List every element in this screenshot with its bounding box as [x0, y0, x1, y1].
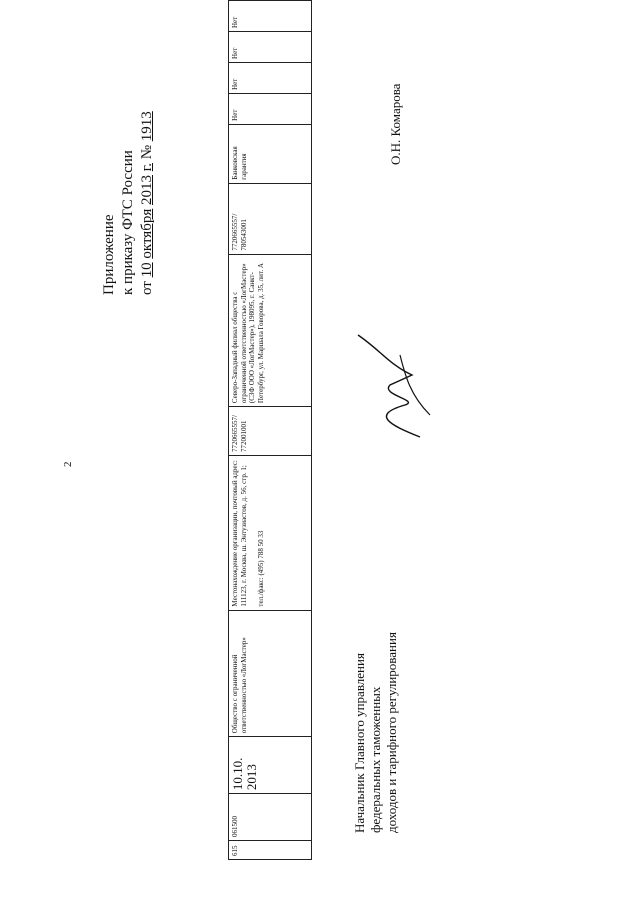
cell-inn: 7720665557/ 772001001 [229, 407, 312, 456]
number-sign: № [139, 144, 155, 160]
date-year-suffix: г. [139, 163, 155, 172]
cell-flag-2: Нет [229, 62, 312, 93]
cell-flag-4: Нет [229, 1, 312, 32]
signer-name: О.Н. Комарова [388, 83, 403, 165]
register-table [228, 0, 312, 860]
appendix-order-date [138, 111, 157, 295]
cell-branch-inn: 7720665557/ 780543001 [229, 183, 312, 254]
date-day: 10 [139, 262, 155, 278]
handwritten-signature [350, 325, 440, 445]
appendix-order-ref: к приказу ФТС России [120, 150, 136, 295]
cell-address: Местонахождение организации, почтовый адрес: 111123, г. Москва, ш. Энтузиастов, д. 56, стр. 1; тел./факс: (495) 788 50 33 [229, 456, 312, 611]
cell-date: 10.10. 2013 [229, 737, 312, 794]
date-year: 2013 [139, 175, 155, 205]
cell-code: 061500 [229, 794, 312, 841]
cell-branch: Северо-Западный филиал общества с ограниченной ответственностью «ЛогМастер» (СЗФ ООО «ЛогМастер»), 198095, г. Санкт-Петербург, ул. Маршала Говорова, д. 35, лит. А [229, 254, 312, 407]
signatory-title-line1: Начальник Главного управления [352, 653, 367, 833]
signatory-title-line2: федеральных таможенных [368, 686, 383, 833]
page-number: 2 [62, 461, 74, 467]
cell-name: Общество с ограниченной ответственностью «ЛогМастер» [229, 610, 312, 737]
date-prefix: от [139, 281, 155, 295]
appendix-header [100, 111, 157, 295]
cell-flag-1: Нет [229, 93, 312, 124]
cell-num: 615 [229, 841, 312, 860]
signatory-title-line3: доходов и тарифного регулирования [384, 632, 399, 833]
cell-guarantee: Банковская гарантия [229, 124, 312, 183]
table-row [229, 1, 312, 860]
appendix-title: Приложение [101, 214, 117, 295]
signatory-title [352, 632, 400, 833]
order-number: 1913 [139, 111, 155, 142]
date-month: октября [139, 208, 155, 259]
cell-flag-3: Нет [229, 32, 312, 63]
